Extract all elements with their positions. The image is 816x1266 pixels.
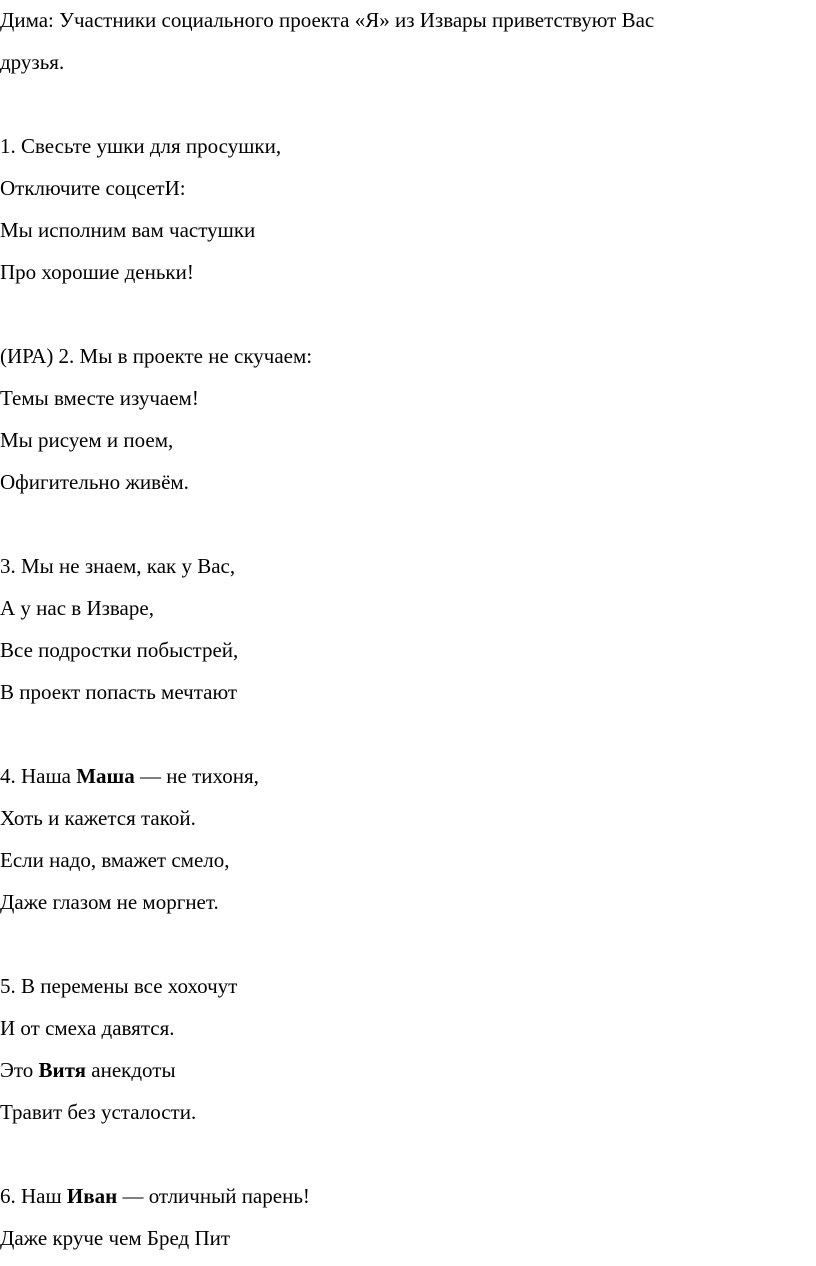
verse5-line-4: Травит без усталости. xyxy=(0,1100,197,1124)
verse6-line-2: Даже круче чем Бред Пит xyxy=(0,1226,231,1250)
verse5-line-3-pre: Это xyxy=(0,1058,39,1082)
verse3-line-1: 3. Мы не знаем, как у Вас, xyxy=(0,554,236,578)
verse6-line-1-post: — отличный парень! xyxy=(117,1184,310,1208)
name-vitya: Витя xyxy=(38,1058,87,1082)
verse2-line-3: Мы рисуем и поем, xyxy=(0,428,174,452)
verse4-line-3: Если надо, вмажет смело, xyxy=(0,848,230,872)
verse6-line-1 xyxy=(0,1183,310,1209)
verse2-line-2: Темы вместе изучаем! xyxy=(0,386,199,410)
verse3-line-3: Все подростки побыстрей, xyxy=(0,638,239,662)
verse4-line-1 xyxy=(0,763,259,789)
verse4-line-4: Даже глазом не моргнет. xyxy=(0,890,219,914)
verse1-line-3: Мы исполним вам частушки xyxy=(0,218,256,242)
verse5-line-3-post: анекдоты xyxy=(86,1058,176,1082)
verse4-line-1-pre: 4. Наша xyxy=(0,764,77,788)
intro-line-1: Дима: Участники социального проекта «Я» из Извары приветствуют Вас xyxy=(0,8,655,32)
verse5-line-2: И от смеха давятся. xyxy=(0,1016,175,1040)
verse4-line-1-post: — не тихоня, xyxy=(134,764,259,788)
verse1-line-1: 1. Свесьте ушки для просушки, xyxy=(0,134,282,158)
verse1-line-4: Про хорошие деньки! xyxy=(0,260,194,284)
verse4-line-2: Хоть и кажется такой. xyxy=(0,806,196,830)
verse1-line-2: Отключите соцсетИ: xyxy=(0,176,186,200)
intro-line-2: друзья. xyxy=(0,50,65,74)
verse2-line-1: (ИРА) 2. Мы в проекте не скучаем: xyxy=(0,344,313,368)
verse3-line-4: В проект попасть мечтают xyxy=(0,680,238,704)
name-masha: Маша xyxy=(76,764,135,788)
verse6-line-1-pre: 6. Наш xyxy=(0,1184,67,1208)
verse3-line-2: А у нас в Изваре, xyxy=(0,596,154,620)
name-ivan: Иван xyxy=(66,1184,118,1208)
verse2-line-4: Офигительно живём. xyxy=(0,470,189,494)
verse5-line-3 xyxy=(0,1057,176,1083)
verse5-line-1: 5. В перемены все хохочут xyxy=(0,974,238,998)
